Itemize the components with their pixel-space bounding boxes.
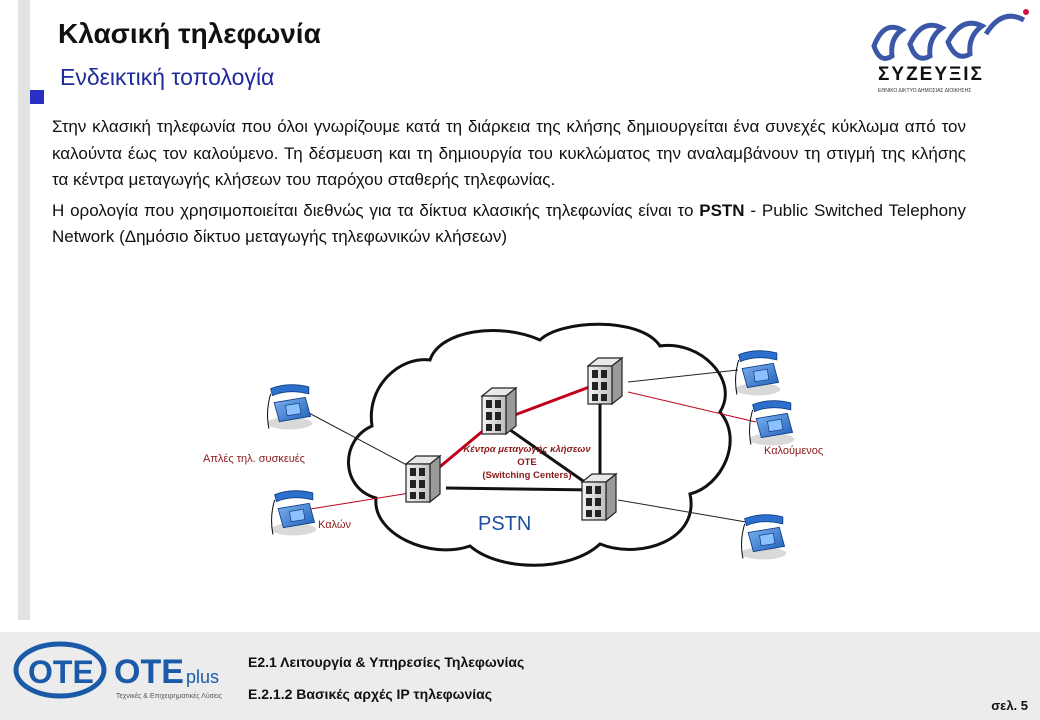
ote-tagline: Τεχνικές & Επιχειρηματικές Λύσεις: [116, 693, 223, 700]
ote-logo: [10, 638, 245, 714]
label-pstn: PSTN: [478, 513, 532, 535]
switch-center-4: [582, 474, 616, 520]
switch-center-2: [482, 388, 516, 434]
footer-line-2: Ε.2.1.2 Βασικές αρχές IP τηλεφωνίας: [248, 686, 493, 702]
switch-center-3: [588, 358, 622, 404]
footer-line-1: Ε2.1 Λειτουργία & Υπηρεσίες Τηλεφωνίας: [248, 654, 525, 670]
paragraph-1: Στην κλασική τηλεφωνία που όλοι γνωρίζουμε κατά τη διάρκεια της κλήσης δημιουργείται ένα συνεχές κύκλωμα από τον καλούντα έως τον καλούμενο. Τη δέσμευση και τη δημιουργία του κυκλώματος την αναλαμβάνουν τη στιγμή της κλήσης τα κέντρα μεταγωγής κλήσεων του παρόχου σταθερής τηλεφωνίας.: [52, 117, 966, 189]
pstn-bold: PSTN: [699, 200, 745, 220]
ote-plus-suffix: plus: [186, 667, 220, 687]
label-simple-phones: Απλές τηλ. συσκευές: [203, 453, 305, 465]
page-number: σελ. 5: [991, 698, 1028, 713]
label-caller: Καλών: [318, 519, 351, 531]
page-title: Κλασική τηλεφωνία: [58, 18, 321, 49]
logo-tagline: ΕΘΝΙΚΟ ΔΙΚΤΥΟ ΔΗΜΟΣΙΑΣ ΔΙΟΙΚΗΣΗΣ: [878, 88, 972, 94]
phone-callee-2: [749, 401, 794, 446]
label-switching-3: (Switching Centers): [482, 470, 572, 481]
phone-simple-1: [267, 385, 312, 430]
switch-center-1: [406, 456, 440, 502]
phone-4: [741, 515, 786, 560]
page-subtitle: Ενδεικτική τοπολογία: [60, 64, 275, 90]
label-switching-1: Κέντρα μεταγωγής κλήσεων: [463, 444, 591, 455]
paragraph-2: Η ορολογία που χρησιμοποιείται διεθνώς για τα δίκτυα κλασικής τηλεφωνίας είναι το PSTN - Public Switched Telephony Network (Δημόσιο δίκτυο μεταγωγής τηλεφωνικών κλήσεων): [52, 200, 966, 246]
logo-text: ΣΥΖΕΥΞΙΣ: [878, 64, 984, 85]
label-switching-2: ΟΤΕ: [517, 457, 537, 468]
phone-caller: [271, 491, 316, 536]
ote-text: OTE: [28, 654, 94, 690]
label-callee: Καλούμενος: [764, 445, 824, 457]
phone-callee-1: [735, 351, 780, 396]
ote-plus-text: OTE: [114, 653, 184, 691]
